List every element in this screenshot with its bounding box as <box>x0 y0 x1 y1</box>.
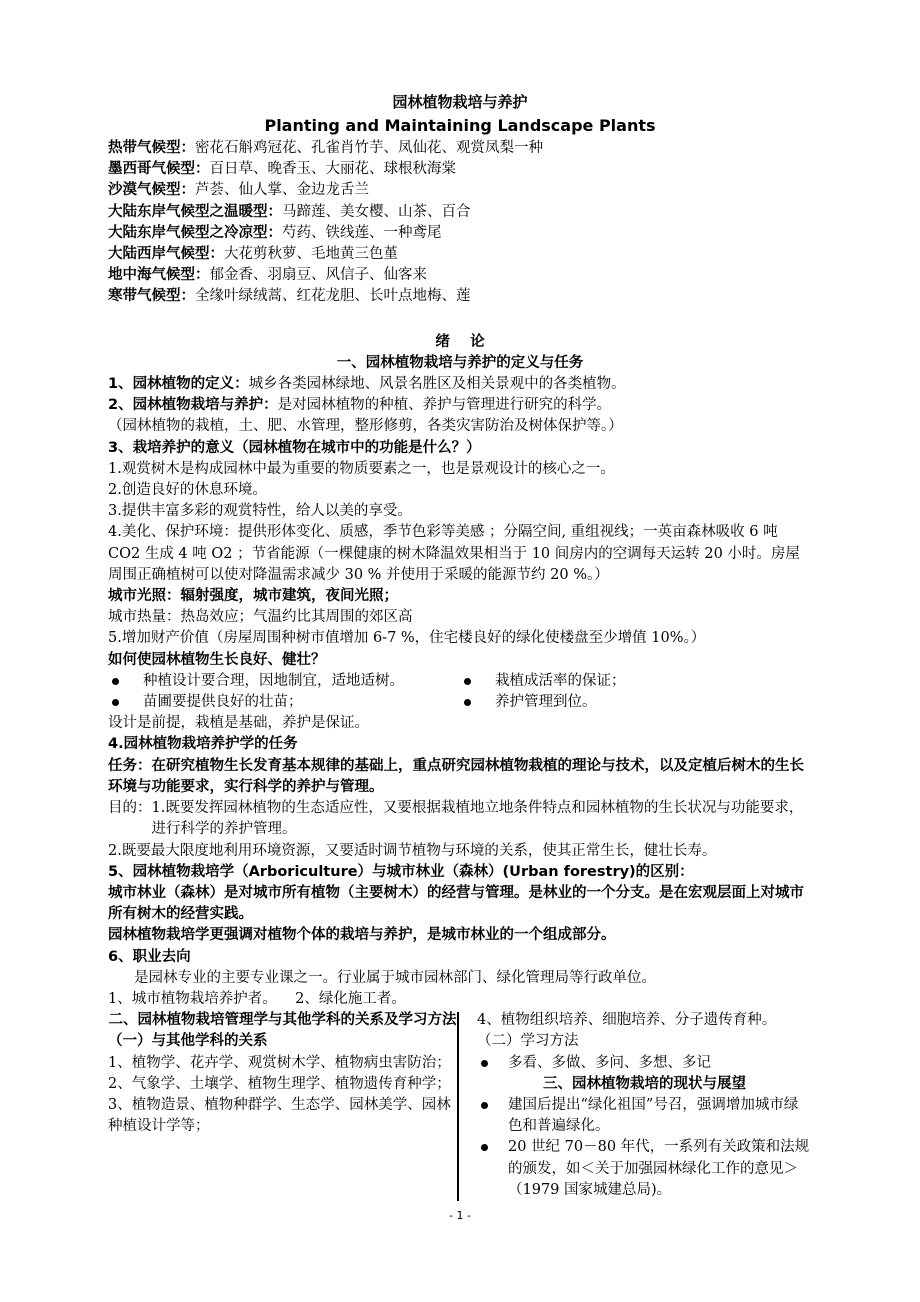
difference-heading: 5、园林植物栽培学（Arboriculture）与城市林业（森林）(Urban forestry)的区别： <box>108 863 694 880</box>
bullet-row-2 <box>108 692 812 713</box>
def2-text: 是对园林植物的种植、养护与管理进行研究的科学。 <box>277 397 612 414</box>
premise: 设计是前提，栽植是基础，养护是保证。 <box>108 715 369 732</box>
bullet-3: 苗圃要提供良好的壮苗； <box>143 694 303 711</box>
column-divider <box>457 1012 459 1201</box>
climate-row <box>108 138 812 159</box>
task-text: 任务：在研究植物生长发育基本规律的基础上，重点研究园林植物栽植的理论与技术，以及定植后树木的生长环境与功能要求，实行科学的养护与管理。 <box>108 757 804 795</box>
goal-2: 2.既要最大限度地利用环境资源，又要适时调节植物与环境的关系，使其正常生长，健壮长寿。 <box>108 842 717 859</box>
left-item-2: 2、气象学、土壤学、植物生理学、植物遗传育种学； <box>108 1075 451 1092</box>
climate-row <box>108 202 812 223</box>
task-heading: 4.园林植物栽培养护学的任务 <box>108 736 298 753</box>
status-text-2: 20 世纪 70－80 年代，一系列有关政策和法规的颁发，如＜关于加强园林绿化工作的意见＞（1979 国家城建总局)。 <box>508 1139 810 1198</box>
question-3: 3、栽培养护的意义（园林植物在城市中的功能是什么？） <box>108 439 481 456</box>
bullet-4: 养护管理到位。 <box>495 694 597 711</box>
career-text: 是园林专业的主要专业课之一。行业属于城市园林部门、绿化管理局等行政单位。 <box>134 969 656 986</box>
left-item-1: 1、植物学、花卉学、观赏树木学、植物病虫害防治； <box>108 1054 451 1071</box>
right-subheading: （二）学习方法 <box>477 1033 579 1050</box>
intro-heading: 绪 论 <box>435 333 485 350</box>
climate-plants: 芍药、铁线莲、一种鸢尾 <box>282 224 442 241</box>
climate-plants: 全缘叶绿绒蒿、红花龙胆、长叶点地梅、莲 <box>195 288 471 305</box>
bullet-icon <box>112 699 119 706</box>
climate-plants: 郁金香、羽扇豆、风信子、仙客来 <box>209 267 427 284</box>
climate-row <box>108 159 812 180</box>
point-2: 2.创造良好的休息环境。 <box>108 482 267 499</box>
goal-1-text: 1.既要发挥园林植物的生态适应性，又要根据栽植地立地条件特点和园林植物的生长状况与功能要求，进行科学的养护管理。 <box>151 800 804 838</box>
difference-2: 园林植物栽培学更强调对植物个体的栽培与养护，是城市林业的一个组成部分。 <box>108 927 616 944</box>
climate-label: 大陆东岸气候型之冷凉型： <box>108 224 282 241</box>
two-column-section <box>108 1010 812 1201</box>
page-number: - 1 - <box>449 1209 471 1222</box>
climate-label: 地中海气候型： <box>108 267 210 284</box>
goal-label: 目的： <box>108 800 152 817</box>
climate-plants: 芦荟、仙人掌、金边龙舌兰 <box>195 182 369 199</box>
left-column <box>108 1010 457 1201</box>
difference-1: 城市林业（森林）是对城市所有植物（主要树木）的经营与管理。是林业的一个分支。是在宏观层面上对城市所有树木的经营实践。 <box>108 884 804 923</box>
bullet-icon <box>481 1102 488 1109</box>
status-bullet-2 <box>477 1137 812 1201</box>
definition-2-note: （园林植物的栽植，土、肥、水管理，整形修剪，各类灾害防治及树体保护等。） <box>108 418 623 435</box>
climate-plants: 马蹄莲、美女樱、山茶、百合 <box>282 203 471 220</box>
status-bullet-1 <box>477 1095 812 1137</box>
climate-label: 大陆西岸气候型： <box>108 246 224 263</box>
bullet-row-1 <box>108 671 812 692</box>
climate-row <box>108 265 812 286</box>
bullet-1: 种植设计要合理，因地制宜，适地适树。 <box>143 672 404 689</box>
bullet-icon <box>464 678 471 685</box>
bullet-2: 栽植成活率的保证； <box>495 672 626 689</box>
point-1: 1.观赏树木是构成园林中最为重要的物质要素之一，也是景观设计的核心之一。 <box>108 460 615 477</box>
right-column <box>457 1010 812 1201</box>
bullet-icon <box>481 1060 488 1067</box>
city-heat: 城市热量：热岛效应；气温约比其周围的郊区高 <box>108 609 413 626</box>
method-bullet <box>477 1053 812 1074</box>
status-text-1: 建国后提出“绿化祖国”号召，强调增加城市绿色和普遍绿化。 <box>508 1096 799 1135</box>
climate-label: 寒带气候型： <box>108 288 195 305</box>
definition-1 <box>108 374 812 395</box>
climate-row <box>108 244 812 265</box>
climate-row <box>108 180 812 201</box>
climate-label: 大陆东岸气候型之温暖型： <box>108 203 282 220</box>
definition-2 <box>108 395 812 416</box>
left-heading: 二、园林植物栽培管理学与其他学科的关系及学习方法 <box>108 1012 457 1029</box>
left-item-3: 3、植物造景、植物种群学、生态学、园林美学、园林种植设计学等； <box>108 1096 451 1135</box>
bullet-icon <box>481 1144 488 1151</box>
career-list: 1、城市植物栽培养护者。 2、绿化施工者。 <box>108 990 406 1007</box>
document-page <box>108 90 812 1201</box>
climate-label: 沙漠气候型： <box>108 182 195 199</box>
section1-heading: 一、园林植物栽培与养护的定义与任务 <box>336 354 584 371</box>
point-4: 4.美化、保护环境：提供形体变化、质感，季节色彩等美感 ；分隔空间, 重组视线；一英亩森林吸收 6 吨 CO2 生成 4 吨 O2 ；节省能源（一棵健康的树木降温效果相当于 10 间房内的空调每天运转 20 小时。房屋周围正确植树可以使对降温需求减少 30 % 并使用于采暖的能源节约 20 %。） <box>108 524 800 583</box>
bullet-icon <box>464 699 471 706</box>
climate-label: 墨西哥气候型： <box>108 161 210 178</box>
title-cn: 园林植物栽培与养护 <box>392 93 528 111</box>
goal-1 <box>108 798 812 840</box>
point-3: 3.提供丰富多彩的观赏特性，给人以美的享受。 <box>108 503 412 520</box>
how-question: 如何使园林植物生长良好、健壮？ <box>108 651 326 668</box>
climate-list <box>108 138 812 308</box>
def1-text: 城乡各类园林绿地、风景名胜区及相关景观中的各类植物。 <box>248 376 626 393</box>
climate-label: 热带气候型： <box>108 140 195 156</box>
career-heading: 6、职业去向 <box>108 948 191 965</box>
def2-label: 2、园林植物栽培与养护： <box>108 397 278 414</box>
title-en: Planting and Maintaining Landscape Plants <box>264 116 656 135</box>
climate-row <box>108 286 812 307</box>
city-light: 城市光照：辐射强度，城市建筑，夜间光照； <box>108 588 398 605</box>
point-5: 5.增加财产价值（房屋周围种树市值增加 6-7 %，住宅楼良好的绿化使楼盘至少增值 10%。） <box>108 630 706 647</box>
def1-label: 1、园林植物的定义： <box>108 376 249 393</box>
climate-plants: 百日草、晚香玉、大丽花、球根秋海棠 <box>209 161 456 178</box>
climate-plants: 密花石斛鸡冠花、孔雀肖竹芋、凤仙花、观赏凤梨一种 <box>195 140 543 156</box>
right-item-4: 4、植物组织培养、细胞培养、分子遗传育种。 <box>477 1012 777 1029</box>
bullet-icon <box>112 678 119 685</box>
section3-heading: 三、园林植物栽培的现状与展望 <box>543 1075 746 1092</box>
climate-row <box>108 223 812 244</box>
left-subheading: （一）与其他学科的关系 <box>108 1033 268 1050</box>
method-text: 多看、多做、多问、多想、多记 <box>508 1054 711 1071</box>
climate-plants: 大花剪秋萝、毛地黄三色堇 <box>224 246 398 263</box>
